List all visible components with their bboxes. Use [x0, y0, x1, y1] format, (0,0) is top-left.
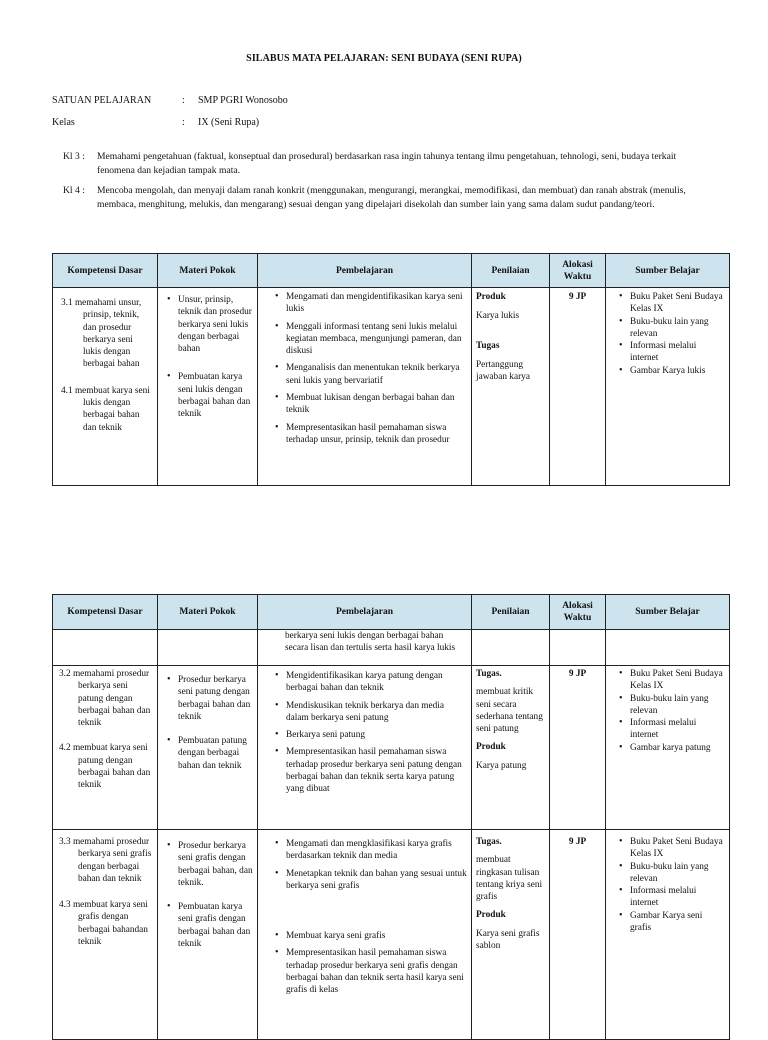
pembelajaran-item: • Membuat lukisan dengan berbagai bahan dan teknik — [286, 392, 467, 417]
penilaian-text: Karya lukis — [476, 311, 520, 322]
sumber-item: • Informasi melalui internet — [630, 340, 725, 365]
empty-cell — [472, 630, 550, 666]
materi-item: • Pembuatan karya seni grafis dengan berbagai bahan dan teknik — [178, 901, 253, 950]
sumber-item: • Gambar karya patung — [630, 742, 725, 754]
meta-label-satuan: SATUAN PELAJARAN — [52, 95, 152, 106]
pembelajaran-item: • Menggali informasi tentang seni lukis melalui kegiatan membaca, mengunjungi pameran, dan diskusi — [286, 321, 467, 358]
kd-4-2: 4.2 membuat karya seni patung dengan berbagai bahan dan teknik — [59, 743, 151, 791]
penilaian-heading: Tugas — [476, 340, 500, 351]
sumber-item: • Buku Paket Seni Budaya Kelas IX — [630, 291, 725, 316]
header-pembelajaran: Pembelajaran — [258, 254, 472, 288]
pembelajaran-item: • Mengidentifikasikan karya patung dengan berbagai bahan dan teknik — [286, 670, 467, 695]
pembelajaran-cell — [258, 830, 472, 1040]
header-materi-pokok: Materi Pokok — [158, 254, 258, 288]
header-penilaian: Penilaian — [472, 595, 550, 630]
empty-cell — [550, 630, 606, 666]
pembelajaran-item: • Mempresentasikan hasil pemahaman siswa terhadap unsur, prinsip, teknik dan prosedur — [286, 422, 467, 447]
header-penilaian: Penilaian — [472, 254, 550, 288]
header-materi-pokok: Materi Pokok — [158, 595, 258, 630]
penilaian-text: Pertanggung jawaban karya — [476, 359, 530, 383]
penilaian-heading: Produk — [476, 292, 506, 302]
header-pembelajaran: Pembelajaran — [258, 595, 472, 630]
meta-label-kelas: Kelas — [52, 117, 75, 128]
kd-cell — [53, 666, 158, 830]
table-header-row — [53, 254, 730, 288]
table-row — [53, 288, 730, 486]
materi-item: • Pembuatan patung dengan berbagai bahan dan teknik — [178, 735, 253, 772]
empty-cell — [606, 630, 730, 666]
header-kompetensi-dasar: Kompetensi Dasar — [53, 595, 158, 630]
sumber-item: • Gambar Karya lukis — [630, 365, 725, 377]
materi-item: • Prosedur berkarya seni grafis dengan berbagai bahan, dan teknik. — [178, 840, 253, 889]
sumber-item: • Informasi melalui internet — [630, 717, 725, 742]
alokasi-cell: 9 JP — [550, 288, 606, 486]
penilaian-cell — [472, 666, 550, 830]
kd-3-2: 3.2 memahami prosedur berkarya seni patung dengan berbagai bahan dan teknik — [59, 669, 151, 729]
penilaian-heading: Produk — [476, 742, 506, 753]
ki-3 — [63, 150, 713, 177]
penilaian-text: Karya seni grafis sablon — [476, 928, 540, 952]
penilaian-text: membuat kritik seni secara sederhana tentang seni patung — [476, 687, 543, 735]
pembelajaran-continuation: berkarya seni lukis dengan berbagai bahan secara lisan dan tertulis serta hasil karya lukis — [258, 630, 472, 666]
pembelajaran-item: • Menetapkan teknik dan bahan yang sesuai untuk berkarya seni grafis — [286, 868, 467, 893]
pembelajaran-item: • Menganalisis dan menentukan teknik berkarya seni lukis yang bervariatif — [286, 362, 467, 387]
sumber-item: • Buku Paket Seni Budaya Kelas IX — [630, 668, 725, 693]
table-row — [53, 666, 730, 830]
sumber-cell — [606, 288, 730, 486]
kd-3-3: 3.3 memahami prosedur berkarya seni grafis dengan berbagai bahan dan teknik — [59, 837, 152, 884]
penilaian-heading: Tugas. — [476, 837, 502, 847]
header-kompetensi-dasar: Kompetensi Dasar — [53, 254, 158, 288]
document-title: SILABUS MATA PELAJARAN: SENI BUDAYA (SENI RUPA) — [246, 53, 522, 64]
pembelajaran-item: • Mempresentasikan hasil pemahaman siswa terhadap prosedur berkarya seni grafis dengan berbagai bahan dan teknik serta hasil karya seni grafis di kelas — [286, 947, 467, 996]
materi-item: • Pembuatan karya seni lukis dengan berbagai bahan dan teknik — [178, 371, 253, 420]
ki-4 — [63, 184, 713, 211]
materi-cell — [158, 830, 258, 1040]
meta-value-kelas: IX (Seni Rupa) — [198, 117, 260, 128]
syllabus-table-2 — [52, 594, 730, 1040]
penilaian-heading: Tugas. — [476, 669, 502, 679]
sumber-cell — [606, 666, 730, 830]
materi-cell — [158, 288, 258, 486]
empty-cell — [158, 630, 258, 666]
sumber-item: • Gambar Karya seni grafis — [630, 910, 725, 935]
penilaian-text: membuat ringkasan tulisan tentang kriya seni grafis — [476, 855, 543, 903]
meta-sep: : — [182, 117, 185, 128]
penilaian-heading: Produk — [476, 910, 506, 921]
pembelajaran-item: • Mengamati dan mengklasifikasi karya grafis berdasarkan teknik dan media — [286, 838, 467, 863]
header-sumber-belajar: Sumber Belajar — [606, 254, 730, 288]
kd-cell — [53, 288, 158, 486]
alokasi-cell: 9 JP — [550, 666, 606, 830]
syllabus-table-1 — [52, 253, 730, 486]
penilaian-text: Karya patung — [476, 760, 527, 771]
kd-cell — [53, 830, 158, 1040]
meta-sep: : — [182, 95, 185, 106]
pembelajaran-item: • Berkarya seni patung — [286, 729, 467, 741]
table-row-continuation — [53, 630, 730, 666]
pembelajaran-item: • Mendiskusikan teknik berkarya dan media dalam berkarya seni patung — [286, 700, 467, 725]
materi-cell — [158, 666, 258, 830]
sumber-item: • Buku-buku lain yang relevan — [630, 693, 725, 718]
penilaian-cell — [472, 288, 550, 486]
ki-label: Kl 3 : — [63, 151, 85, 162]
sumber-cell — [606, 830, 730, 1040]
materi-item: • Prosedur berkarya seni patung dengan berbagai bahan dan teknik — [178, 674, 253, 723]
meta-value-satuan: SMP PGRI Wonosobo — [198, 95, 288, 106]
header-alokasi-waktu: Alokasi Waktu — [550, 595, 606, 630]
sumber-item: • Informasi melalui internet — [630, 885, 725, 910]
pembelajaran-item: • Mempresentasikan hasil pemahaman siswa terhadap prosedur berkarya seni patung dengan berbagai bahan dan teknik serta karya patung yang dibuat — [286, 746, 467, 795]
kd-4-1: 4.1 membuat karya seni lukis dengan berbagai bahan dan teknik — [61, 385, 150, 433]
ki-label: Kl 4 : — [63, 185, 85, 196]
ki-text: Mencoba mengolah, dan menyaji dalam ranah konkrit (menggunakan, mengurangi, merangkai, memodifikasi, dan membuat) dan ranah abstrak (menulis, membaca, menghitung, melukis, dan mengarang) sesuai dengan yang dipelajari disekolah dan sumber lain yang sama dalam sudut pandang/teori. — [97, 185, 686, 210]
ki-text: Memahami pengetahuan (faktual, konseptual dan prosedural) berdasarkan rasa ingin tahunya tentang ilmu pengetahuan, tehnologi, seni, budaya terkait fenomena dan kejadian tampak mata. — [97, 151, 677, 176]
penilaian-cell — [472, 830, 550, 1040]
pembelajaran-item: • Mengamati dan mengidentifikasikan karya seni lukis — [286, 291, 467, 316]
pembelajaran-cell — [258, 666, 472, 830]
pembelajaran-cell — [258, 288, 472, 486]
sumber-item: • Buku Paket Seni Budaya Kelas IX — [630, 836, 725, 861]
kd-4-3: 4.3 membuat karya seni grafis dengan berbagai bahandan teknik — [59, 900, 148, 948]
empty-cell — [53, 630, 158, 666]
table-header-row — [53, 595, 730, 630]
header-alokasi-waktu: Alokasi Waktu — [550, 254, 606, 288]
materi-item: • Unsur, prinsip, teknik dan prosedur berkarya seni lukis dengan berbagai bahan — [178, 294, 253, 355]
kd-3-1: 3.1 memahami unsur, prinsip, teknik, dan prosedur berkarya seni lukis dengan berbagai bahan — [61, 298, 142, 370]
sumber-item: • Buku-buku lain yang relevan — [630, 316, 725, 341]
table-row — [53, 830, 730, 1040]
sumber-item: • Buku-buku lain yang relevan — [630, 861, 725, 886]
pembelajaran-item: • Membuat karya seni grafis — [286, 930, 467, 942]
alokasi-cell: 9 JP — [550, 830, 606, 1040]
header-sumber-belajar: Sumber Belajar — [606, 595, 730, 630]
